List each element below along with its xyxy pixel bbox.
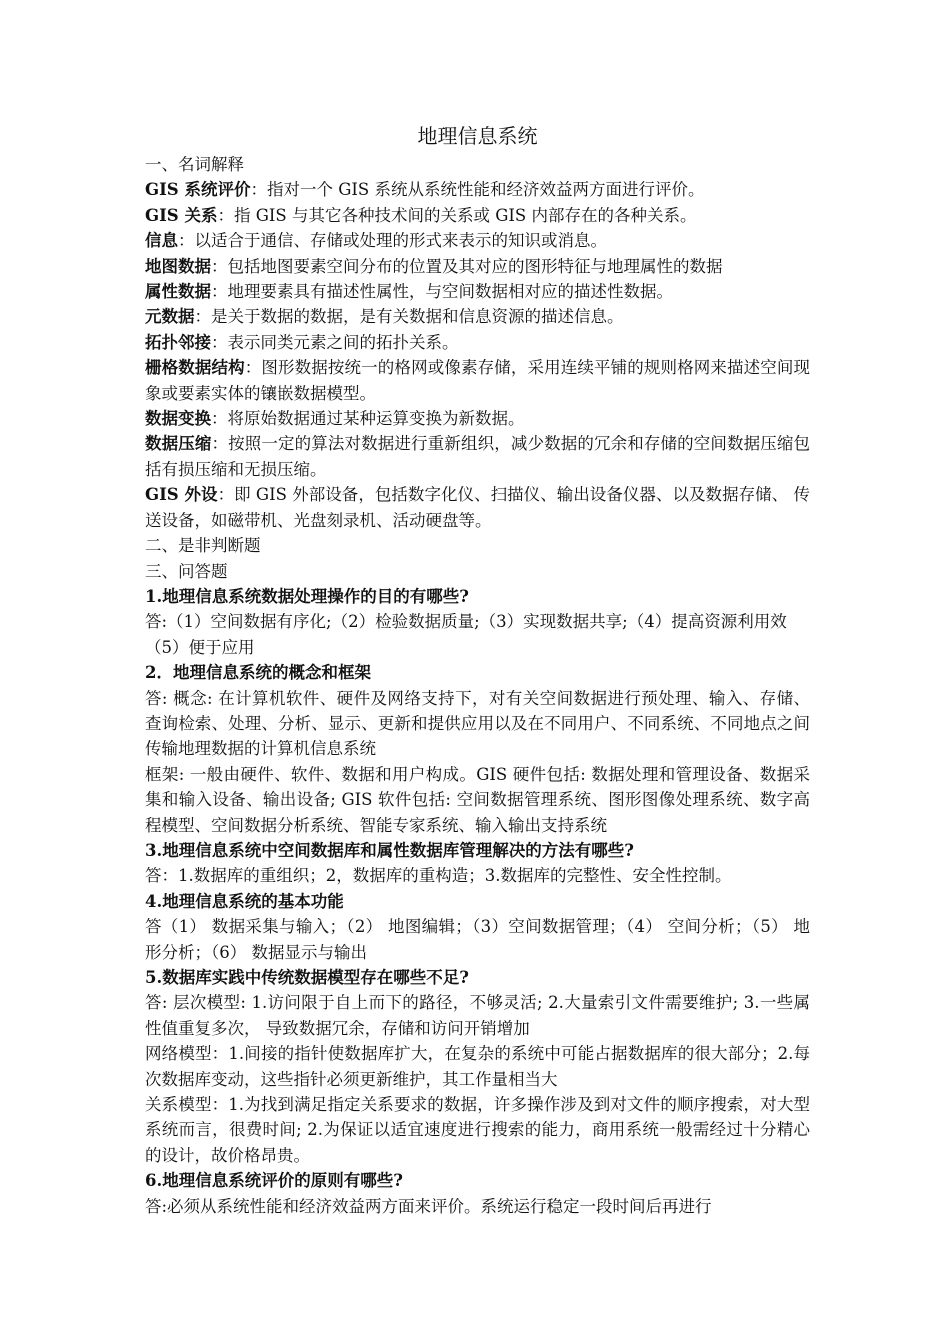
- answer-6: 答:必须从系统性能和经济效益两方面来评价。系统运行稳定一段时间后再进行: [145, 1196, 712, 1216]
- term-definition: ：地理要素具有描述性属性，与空间数据相对应的描述性数据。: [211, 282, 673, 302]
- term-label: GIS 关系: [145, 205, 218, 225]
- section-heading-truefalse: 二、是非判断题: [145, 536, 261, 556]
- question-6: 6.地理信息系统评价的原则有哪些?: [145, 1171, 403, 1191]
- term-entry: [145, 431, 810, 482]
- term-entry: [145, 177, 810, 202]
- term-label: 数据变换: [145, 409, 211, 429]
- document-title: 地理信息系统: [417, 124, 538, 148]
- term-definition: ：将原始数据通过某种运算变换为新数据。: [211, 409, 525, 429]
- question-3: 3.地理信息系统中空间数据库和属性数据库管理解决的方法有哪些?: [145, 840, 634, 860]
- term-definition: ：即 GIS 外部设备，包括数字化仪、扫描仪、输出设备仪器、以及数据存储、 传送设备，如磁带机、光盘刻录机、活动硬盘等。: [145, 485, 810, 530]
- term-definition: ：是关于数据的数据，是有关数据和信息资源的描述信息。: [194, 307, 624, 327]
- term-definition: ：指 GIS 与其它各种技术间的关系或 GIS 内部存在的各种关系。: [217, 205, 697, 225]
- answer-1-line-2: （5）便于应用: [145, 637, 255, 657]
- term-entry: [145, 254, 810, 279]
- term-entry: [145, 203, 810, 228]
- question-4: 4.地理信息系统的基本功能: [145, 891, 344, 911]
- term-label: 栅格数据结构: [145, 358, 245, 378]
- term-label: 数据压缩: [145, 434, 212, 454]
- term-label: 拓扑邻接: [145, 332, 211, 352]
- term-entry: [145, 279, 810, 304]
- question-2: 2．地理信息系统的概念和框架: [145, 663, 371, 683]
- section-heading-qa: 三、问答题: [145, 561, 228, 581]
- term-entry: [145, 228, 810, 253]
- question-1: 1.地理信息系统数据处理操作的目的有哪些?: [145, 586, 469, 606]
- answer-4: 答（1） 数据采集与输入；（2） 地图编辑；（3）空间数据管理；（4） 空间分析；（5） 地形分析；（6） 数据显示与输出: [145, 917, 810, 962]
- section-heading-terms: 一、名词解释: [145, 155, 244, 174]
- term-definition: ：按照一定的算法对数据进行重新组织，减少数据的冗余和存储的空间数据压缩包括有损压缩和无损压缩。: [145, 434, 811, 479]
- term-definition: ：包括地图要素空间分布的位置及其对应的图形特征与地理属性的数据: [211, 256, 723, 276]
- term-definition: ：以适合于通信、存储或处理的形式来表示的知识或消息。: [178, 231, 607, 251]
- term-label: 信息: [145, 231, 178, 251]
- answer-3: 答：1.数据库的重组织；2，数据库的重构造；3.数据库的完整性、安全性控制。: [145, 866, 732, 886]
- answer-5-network: 网络模型：1.间接的指针使数据库扩大，在复杂的系统中可能占据数据库的很大部分；2.每次数据库变动，这些指针必须更新维护，其工作量相当大: [145, 1044, 810, 1089]
- term-definition: ：表示同类元素之间的拓扑关系。: [211, 332, 459, 352]
- term-entry: [145, 304, 810, 329]
- answer-5-hierarchical: 答: 层次模型: 1.访问限于自上而下的路径，不够灵活; 2.大量索引文件需要维护; 3.一些属性值重复多次， 导致数据冗余，存储和访问开销增加: [145, 993, 810, 1038]
- document-page: [145, 120, 810, 1219]
- term-entry: [145, 482, 810, 533]
- term-definition: ：图形数据按统一的格网或像素存储，采用连续平铺的规则格网来描述空间现象或要素实体的镶嵌数据模型。: [145, 358, 811, 403]
- term-entry: [145, 406, 810, 431]
- question-5: 5.数据库实践中传统数据模型存在哪些不足?: [145, 968, 469, 987]
- term-entry: [145, 330, 810, 355]
- answer-2-framework: 框架: 一般由硬件、软件、数据和用户构成。GIS 硬件包括: 数据处理和管理设备、数据采集和输入设备、输出设备; GIS 软件包括: 空间数据管理系统、图形图像处理系统、数字高程模型、空间数据分析系统、智能专家系统、输入输出支持系统: [145, 764, 810, 835]
- answer-1-line-1: 答:（1）空间数据有序化;（2）检验数据质量;（3）实现数据共享;（4）提高资源利用效: [145, 612, 787, 632]
- term-entry: [145, 355, 810, 406]
- term-label: 属性数据: [145, 282, 211, 302]
- term-label: 元数据: [145, 307, 195, 327]
- term-label: 地图数据: [145, 256, 211, 276]
- answer-2-concept: 答: 概念: 在计算机软件、硬件及网络支持下，对有关空间数据进行预处理、输入、存储、查询检索、处理、分析、显示、更新和提供应用以及在不同用户、不同系统、不同地点之间传输地理数据的计算机信息系统: [145, 688, 810, 759]
- term-label: GIS 外设: [145, 485, 218, 505]
- term-definition: ：指对一个 GIS 系统从系统性能和经济效益两方面进行评价。: [250, 180, 705, 200]
- term-label: GIS 系统评价: [145, 180, 251, 200]
- answer-5-relational: 关系模型：1.为找到满足指定关系要求的数据，许多操作涉及到对文件的顺序搜索，对大型系统而言，很费时间; 2.为保证以适宜速度进行搜索的能力，商用系统一般需经过十分精心的设计，故价格昂贵。: [145, 1095, 810, 1165]
